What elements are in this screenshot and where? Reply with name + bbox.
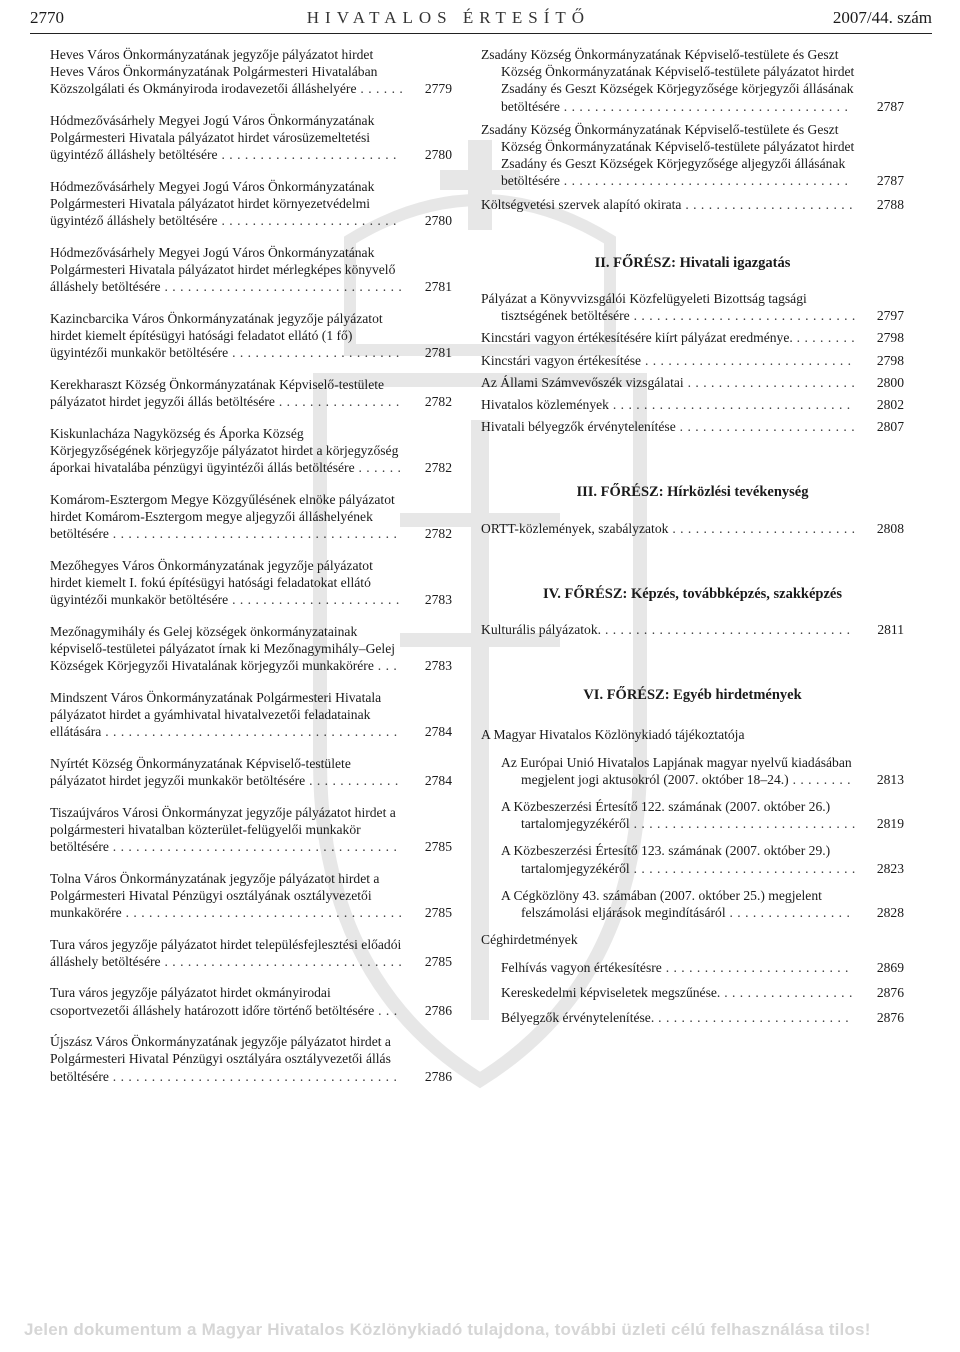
dot-leader: . . . . . . . . . . . . . . . . . . . . . . . . . . . . . . . . . . . . .: [559, 173, 849, 189]
toc-page-number: 2811: [877, 622, 904, 638]
page-header: [30, 2, 932, 34]
dot-leader: . . .: [373, 658, 398, 674]
section-title-iii: III. FŐRÉSZ: Hírközlési tevékenység: [576, 484, 809, 501]
toc-page-number: 2787: [876, 173, 904, 189]
dot-leader: . . . . . . . . . . . . . . . . . . . . . . . . . . . . . . .: [160, 953, 403, 969]
toc-entry-title: Kereskedelmi képviseletek megszűnése.: [501, 984, 721, 1000]
toc-entry[interactable]: [481, 374, 904, 391]
toc-entry[interactable]: [481, 290, 904, 324]
toc-entry-title: Zsadány Község Önkormányzatának Képviselő-testülete és Geszt Község Önkormányzatának Képviselő-testülete pályázatot hirdet Zsadány és Geszt Községek Körjegyzősége aljegyzői állásának betöltésére: [481, 121, 855, 189]
toc-page-number: 2798: [876, 352, 904, 368]
right-column: [481, 46, 904, 1034]
toc-page-number: 2784: [424, 773, 452, 788]
toc-entry[interactable]: [50, 689, 452, 741]
toc-page-number: 2786: [424, 1068, 452, 1084]
section-title-ii: II. FŐRÉSZ: Hivatali igazgatás: [594, 254, 791, 271]
publication-title: HIVATALOS ÉRTESÍTŐ: [306, 8, 591, 27]
toc-entry[interactable]: [50, 46, 452, 98]
toc-entry-title: Bélyegzők érvénytelenítése.: [501, 1009, 655, 1025]
toc-entry-title: Tolna Város Önkormányzatának jegyzője pályázatot hirdet a Polgármesteri Hivatal Pénzügyi osztályának osztályvezetői munkakörére: [50, 870, 380, 920]
toc-entry[interactable]: [50, 804, 452, 856]
toc-page-number: 2802: [876, 397, 904, 413]
toc-entry[interactable]: [501, 1009, 904, 1026]
group-label-ceghirdetmenyek: Céghirdetmények: [481, 932, 578, 948]
toc-entry[interactable]: [481, 621, 904, 638]
dot-leader: . . . . . . . . . . . . . . . . . . . . . . . . . . . . . . . . . . . . . .: [101, 724, 398, 740]
toc-entry[interactable]: [481, 396, 904, 413]
left-column: [50, 46, 452, 1099]
toc-entry[interactable]: [501, 984, 904, 1001]
dot-leader: . . . . . . . . . . . . . . . .: [725, 905, 851, 921]
toc-entry[interactable]: [50, 870, 452, 922]
dot-leader: . . . . . . . . . . . . . . . . . . . . . . .: [217, 213, 397, 229]
toc-entry-title: Felhívás vagyon értékesítésre: [501, 959, 662, 975]
toc-entry-title: Kincstári vagyon értékesítése: [481, 352, 642, 368]
toc-entry-title: Komárom-Esztergom Megye Közgyűlésének elnöke pályázatot hirdet Komárom-Esztergom megye aljegyzői álláshelyének betöltésére: [50, 491, 395, 542]
dot-leader: . . . . . . . . . . . . . . . . . . . . . . . . . . . . . . . . . . . .: [121, 905, 403, 920]
toc-entry[interactable]: [50, 755, 452, 789]
dot-leader: . . . . . . . . . . . . . . . . . . . . . .: [228, 345, 400, 361]
toc-entry[interactable]: [481, 46, 904, 115]
toc-entry-title: Hódmezővásárhely Megyei Jogú Város Önkormányzatának Polgármesteri Hivatala pályázatot hirdet városüzemeltetési ügyintéző álláshely betöltésére: [50, 113, 375, 163]
toc-entry-title: Kiskunlacháza Nagyközség és Áporka Község Körjegyzőségének körjegyzője pályázatot hirdet a körjegyzőség áporkai hivatalába pénzügyi ügyintézői állás betöltésére: [50, 425, 399, 476]
issue-number: 2007/44. szám: [832, 8, 932, 27]
toc-page-number: 2823: [876, 860, 904, 876]
toc-page-number: 2782: [424, 526, 452, 542]
toc-entry-title: Nyírtét Község Önkormányzatának Képviselő-testülete pályázatot hirdet jegyzői munkakör betöltésére: [50, 755, 351, 788]
toc-entry-title: Hivatali bélyegzők érvénytelenítése: [481, 419, 676, 435]
toc-entry-title: Kincstári vagyon értékesítésére kiírt pályázat eredménye.: [481, 330, 793, 346]
toc-page-number: 2780: [424, 147, 452, 163]
toc-entry[interactable]: [50, 623, 452, 675]
footer-notice: Jelen dokumentum a Magyar Hivatalos Közlönykiadó tulajdona, további üzleti célú felhasználása tilos!: [24, 1320, 871, 1339]
dot-leader: . . . . . . . .: [788, 771, 852, 787]
toc-page-number: 2788: [876, 196, 904, 212]
toc-entry[interactable]: [50, 376, 452, 410]
toc-page-number: 2798: [876, 330, 904, 346]
toc-entry-title: A Közbeszerzési Értesítő 122. számának (2007. október 26.) tartalomjegyzékéről: [501, 799, 831, 832]
dot-leader: . . . . . . . . . . . . . . . . . . . . . . . . . . . . . . . .: [601, 622, 851, 638]
dot-leader: . . . . . . . . . . . . . . . . . . . . . . . . . . .: [641, 352, 852, 368]
toc-entry[interactable]: [481, 196, 904, 213]
toc-entry-title: Mezőhegyes Város Önkormányzatának jegyzője pályázatot hirdet kiemelt I. fokú építésügyi hatósági feladatokat ellátó ügyintézői munkakör betöltésére: [50, 557, 373, 608]
toc-entry[interactable]: [50, 936, 452, 970]
toc-entry[interactable]: [50, 178, 452, 230]
toc-page-number: 2787: [876, 98, 904, 114]
toc-entry[interactable]: [50, 244, 452, 296]
toc-page-number: 2786: [424, 1002, 452, 1018]
toc-entry-title: Kulturális pályázatok.: [481, 622, 602, 638]
dot-leader: . . . . . . . . . . . . . . . . . . . . . . . . . . . . . . .: [160, 279, 403, 295]
dot-leader: . . . . . . . . . . . . . . . . . . . . . . . . . . . . . . .: [608, 397, 851, 413]
header-rule: [30, 33, 932, 34]
toc-entry[interactable]: [481, 418, 904, 435]
dot-leader: . . . . . . . . . . . . . . . . . . . . . .: [681, 196, 853, 212]
dot-leader: . . . . . . . . . . . . . . . .: [274, 394, 400, 410]
toc-page-number: 2783: [424, 658, 452, 674]
toc-entry[interactable]: [481, 121, 904, 190]
toc-entry-title: Tura város jegyzője pályázatot hirdet okmányirodai csoportvezetői álláshely határozott időre történő betöltésére: [50, 985, 375, 1018]
toc-page-number: 2800: [876, 374, 904, 390]
toc-entry-title: A Közbeszerzési Értesítő 123. számának (2007. október 29.) tartalomjegyzékéről: [501, 843, 831, 876]
toc-page-number: 2785: [424, 953, 452, 969]
toc-entry[interactable]: [501, 798, 904, 832]
dot-leader: . . . . . . . . . . . . . . . . . . . . . . . . . . . . . . . . . . . . .: [108, 1068, 398, 1084]
dot-leader: . . . . . . . . . . . . . . . . . . . . . . . . . . . . . . . . . . . . .: [559, 98, 849, 114]
toc-entry-title: Újszász Város Önkormányzatának jegyzője pályázatot hirdet a Polgármesteri Hivatal Pénzügyi osztályára osztályvezetői állás betöltésére: [50, 1034, 391, 1084]
dot-leader: . . . . . . . . . . . . . . . . . . . . . . . .: [668, 520, 856, 536]
dot-leader: . . . . . . . . . . . . . . . . . . . . . . . . . . . . . . . . . . . . .: [108, 839, 398, 854]
toc-page-number: 2782: [424, 394, 452, 410]
toc-page-number: 2876: [876, 1009, 904, 1025]
toc-entry-title: Mindszent Város Önkormányzatának Polgármesteri Hivatala pályázatot hirdet a gyámhivatal hivatalvezetői feladatainak ellátására: [50, 689, 382, 740]
toc-page-number: 2869: [876, 959, 904, 975]
toc-entry-title: Pályázat a Könyvvizsgálói Közfelügyeleti Bizottság tagsági tisztségének betöltésére: [481, 291, 807, 324]
toc-entry[interactable]: [50, 425, 452, 477]
dot-leader: . . . . . . . . . . . . . . . . . . . . . . . . .: [654, 1009, 850, 1025]
toc-entry[interactable]: [50, 310, 452, 362]
dot-leader: . . . . . . . . . . . . . . . . . . . . . . .: [675, 419, 856, 435]
toc-entry-title: Kazincbarcika Város Önkormányzatának jegyzője pályázatot hirdet kiemelt építésügyi hatósági feladatot ellátó (1 fő) ügyintézői munkakör betöltésére: [50, 311, 383, 361]
section-title-iv: IV. FŐRÉSZ: Képzés, továbbképzés, szakképzés: [542, 585, 842, 602]
toc-entry[interactable]: [481, 352, 904, 369]
toc-page-number: 2785: [424, 839, 452, 854]
toc-entry-title: Költségvetési szervek alapító okirata: [481, 196, 682, 212]
dot-leader: . . . . . . . . . . . . . . . . .: [720, 984, 853, 1000]
toc-entry-title: Tiszaújváros Városi Önkormányzat jegyzője pályázatot hirdet a polgármesteri hivatalban közterület-felügyelői munkakör betöltésére: [50, 804, 396, 854]
toc-entry-title: Az Állami Számvevőszék vizsgálatai: [481, 374, 684, 390]
dot-leader: . . . . . . . . . . . . . . . . . . . . . . . .: [661, 959, 849, 975]
toc-entry[interactable]: [50, 112, 452, 164]
toc-entry-title: Kerekharaszt Község Önkormányzatának Képviselő-testülete pályázatot hirdet jegyzői állás betöltésére: [50, 377, 385, 410]
dot-leader: . . .: [374, 1002, 398, 1018]
toc-entry-title: Hódmezővásárhely Megyei Jogú Város Önkormányzatának Polgármesteri Hivatala pályázatot hirdet mérlegképes könyvelő álláshely betöltésére: [50, 245, 396, 295]
dot-leader: . . . . . .: [354, 460, 402, 476]
toc-entry-title: Hódmezővásárhely Megyei Jogú Város Önkormányzatának Polgármesteri Hivatala pályázatot hirdet környezetvédelmi ügyintéző álláshely betöltésére: [50, 179, 375, 229]
section-title-vi: VI. FŐRÉSZ: Egyéb hirdetmények: [583, 687, 802, 704]
toc-entry-title: Zsadány Község Önkormányzatának Képviselő-testülete és Geszt Község Önkormányzatának Képviselő-testülete pályázatot hirdet Zsadány és Geszt Községek Körjegyzősége körjegyzői állásának betöltésére: [481, 47, 855, 114]
toc-entry[interactable]: [501, 754, 904, 788]
toc-entry[interactable]: [501, 842, 904, 876]
toc-entry[interactable]: [481, 520, 904, 537]
toc-page-number: 2876: [876, 984, 904, 1000]
toc-page-number: 2783: [424, 592, 452, 608]
page-number: 2770: [30, 8, 64, 27]
toc-page-number: 2813: [876, 771, 904, 787]
toc-page-number: 2782: [424, 460, 452, 476]
toc-page-number: 2819: [876, 816, 904, 832]
dot-leader: . . . . . .: [356, 81, 404, 97]
dot-leader: . . . . . . . . . . . .: [305, 773, 399, 788]
toc-page-number: 2807: [876, 419, 904, 435]
dot-leader: . . . . . . . . . . . . . . . . . . . . . .: [683, 374, 856, 390]
dot-leader: . . . . . . . .: [792, 330, 856, 346]
dot-leader: . . . . . . . . . . . . . . . . . . . . . . . . . . . . . . . . . . . . .: [108, 526, 398, 542]
toc-page-number: 2828: [876, 905, 904, 921]
toc-entry[interactable]: [501, 887, 904, 921]
toc-entry[interactable]: [50, 984, 452, 1018]
toc-entry[interactable]: [481, 329, 904, 346]
toc-page-number: 2785: [424, 905, 452, 920]
toc-page-number: 2779: [424, 81, 452, 97]
dot-leader: . . . . . . . . . . . . . . . . . . . . . . . . . . . . .: [629, 816, 856, 832]
toc-entry-title: Mezőnagymihály és Gelej községek önkormányzatainak képviselő-testületei pályázatot írnak ki Mezőnagymihály–Gelej Községek Körjegyzői Hivatalának körjegyzői munkakörére: [50, 623, 396, 674]
toc-entry[interactable]: [50, 491, 452, 543]
toc-entry[interactable]: [501, 959, 904, 976]
toc-entry-title: Hivatalos közlemények: [481, 397, 609, 413]
toc-entry[interactable]: [50, 557, 452, 609]
toc-page-number: 2808: [876, 520, 904, 536]
dot-leader: . . . . . . . . . . . . . . . . . . . . . .: [228, 592, 400, 608]
toc-entry-title: Heves Város Önkormányzatának jegyzője pályázatot hirdet Heves Város Önkormányzatának Polgármesteri Hivatalában Közszolgálati és Okmányiroda irodavezetői álláshelyére: [50, 47, 378, 97]
dot-leader: . . . . . . . . . . . . . . . . . . . . . . . . . . . . .: [629, 308, 856, 324]
toc-entry-title: Az Európai Unió Hivatalos Lapjának magyar nyelvű kiadásában megjelent jogi aktusokról (2007. október 18–24.): [501, 754, 852, 787]
toc-page-number: 2797: [876, 308, 904, 324]
toc-entry-title: Tura város jegyzője pályázatot hirdet településfejlesztési előadói álláshely betöltésére: [50, 936, 402, 969]
dot-leader: . . . . . . . . . . . . . . . . . . . . . . .: [217, 147, 397, 163]
toc-page-number: 2781: [424, 345, 452, 361]
toc-entry-title: A Cégközlöny 43. számában (2007. október 25.) megjelent felszámolási eljárások megindításáról: [501, 887, 822, 921]
toc-page-number: 2784: [424, 724, 452, 740]
toc-entry[interactable]: [50, 1033, 452, 1085]
group-label-kozlonykiado: A Magyar Hivatalos Közlönykiadó tájékoztatója: [481, 727, 745, 743]
toc-page-number: 2780: [424, 213, 452, 229]
dot-leader: . . . . . . . . . . . . . . . . . . . . . . . . . . . . .: [629, 860, 856, 876]
toc-entry-title: ORTT-közlemények, szabályzatok: [481, 520, 669, 536]
toc-page-number: 2781: [424, 279, 452, 295]
